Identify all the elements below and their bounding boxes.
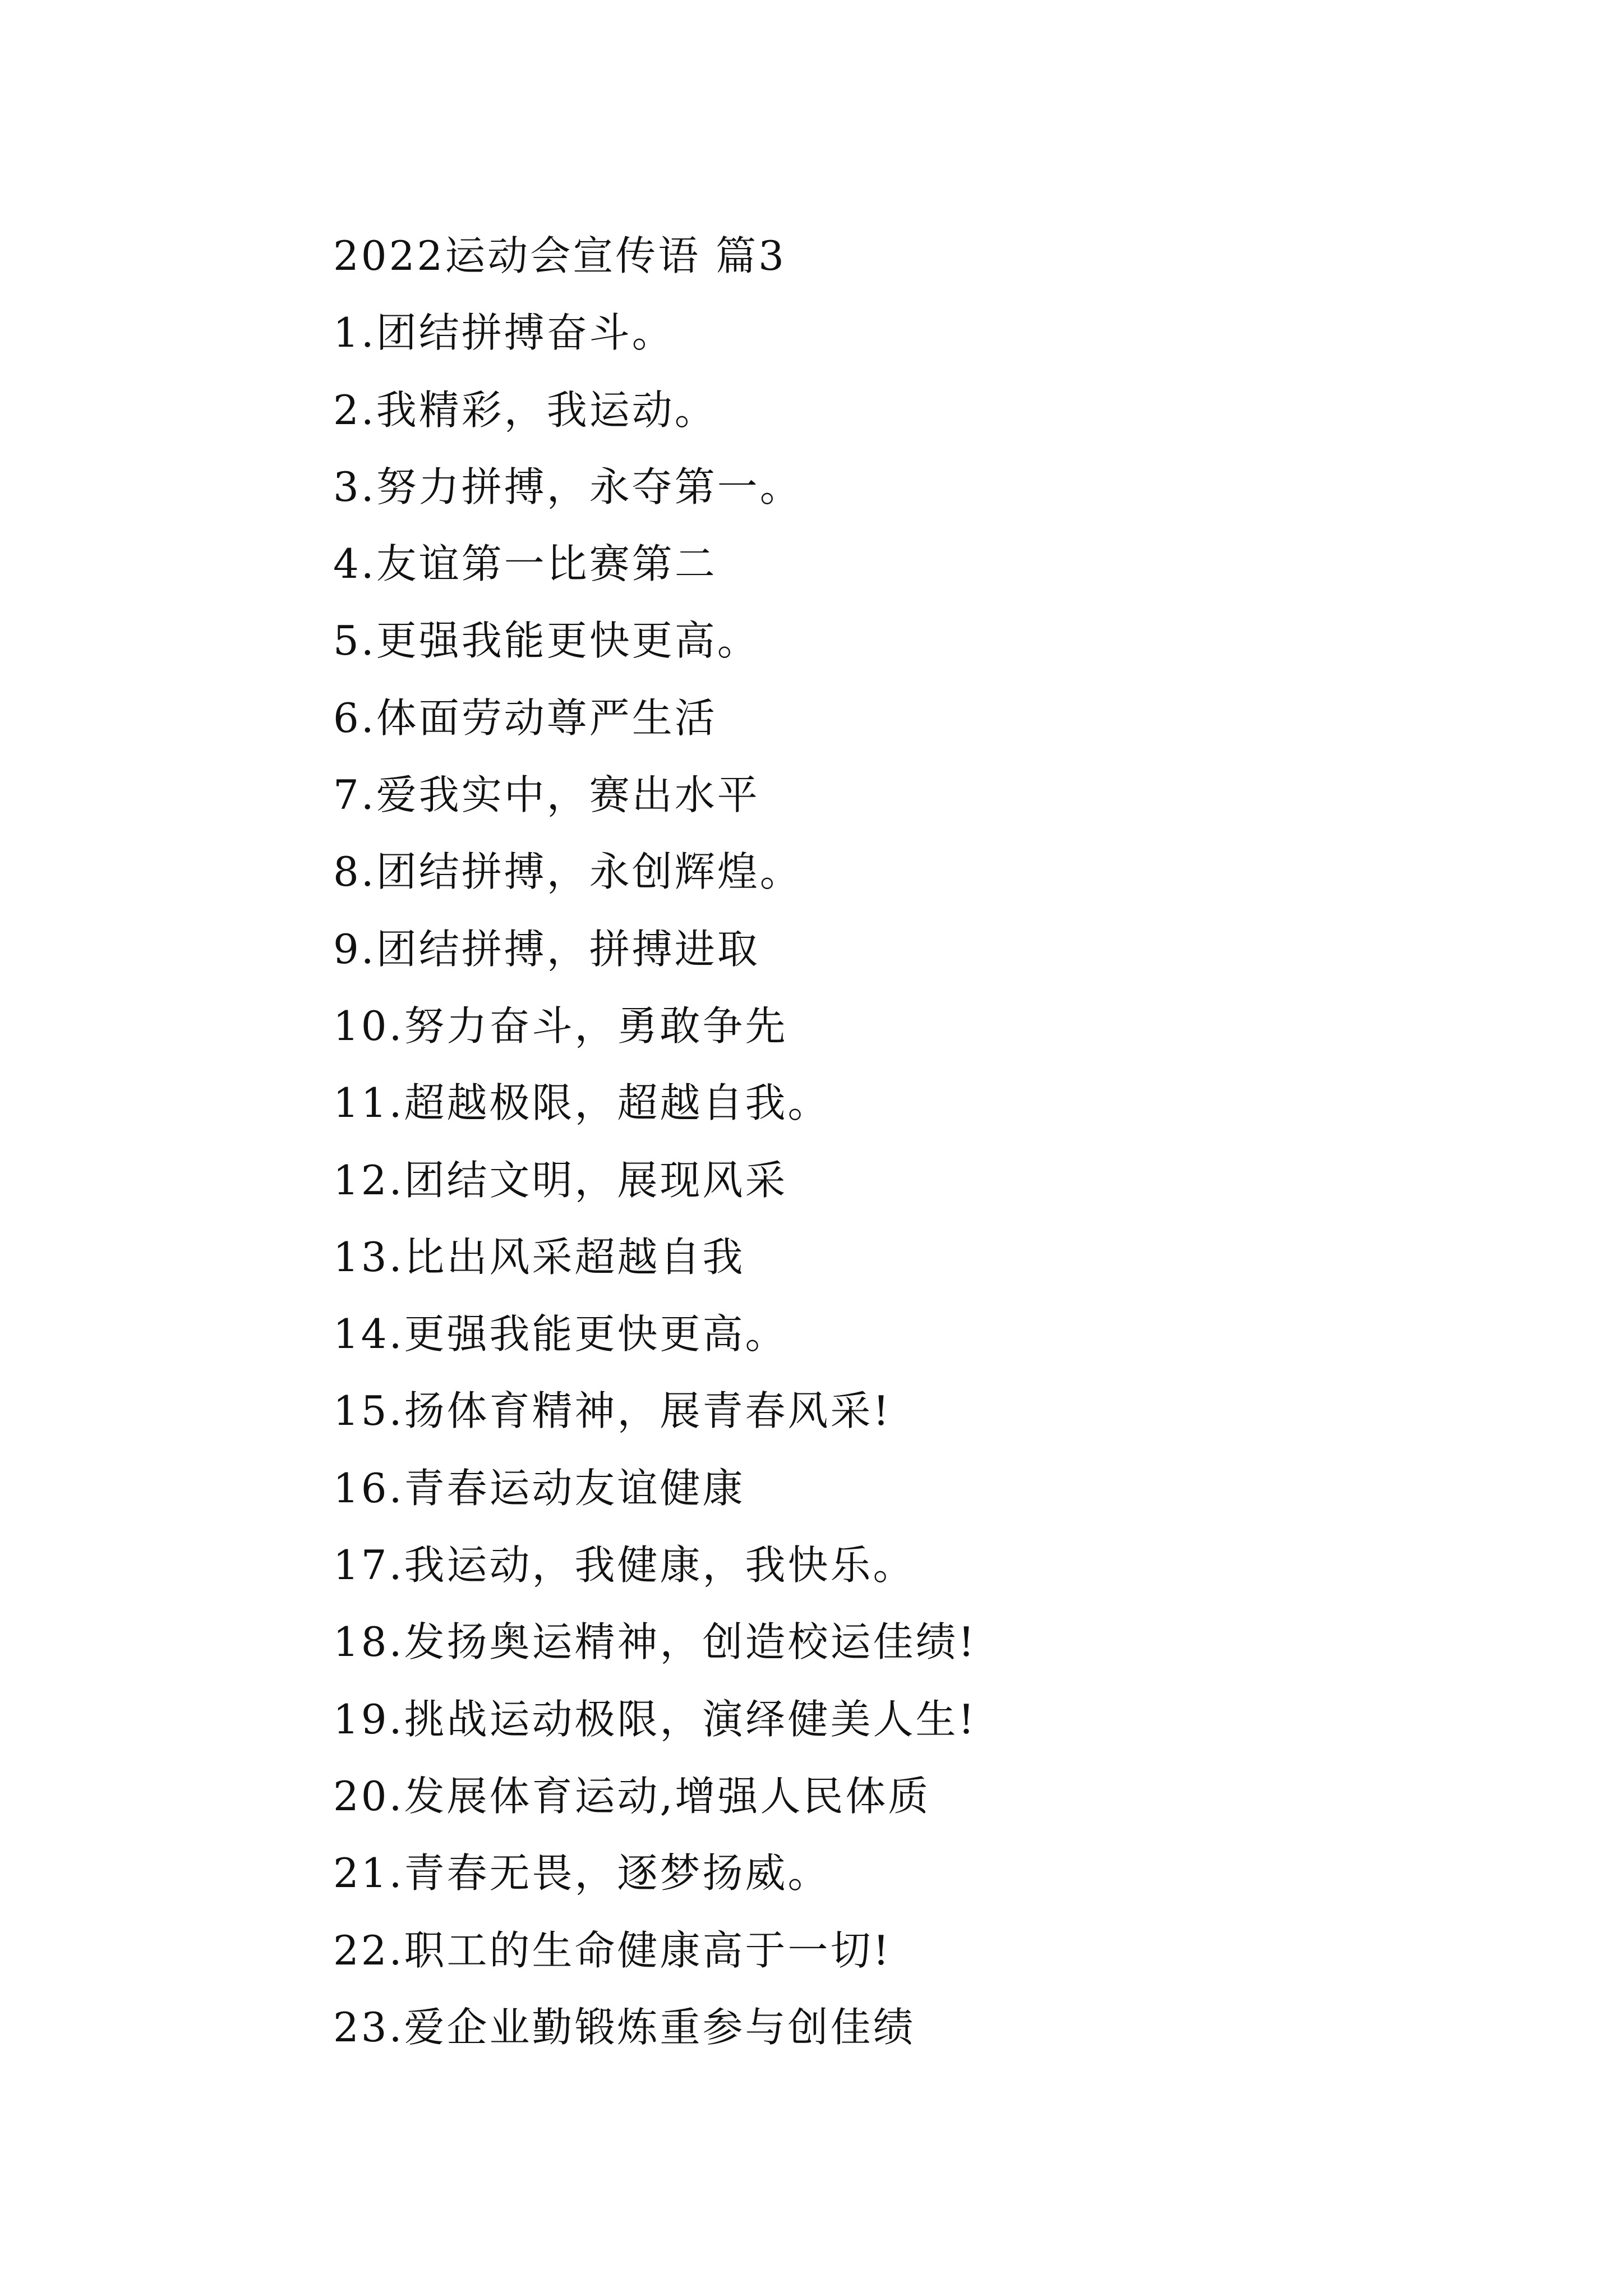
list-item-10: 10.努力奋斗，勇敢争先 [333, 1002, 788, 1050]
list-item-4: 4.友谊第一比赛第二 [333, 540, 717, 588]
list-item-17: 17.我运动，我健康，我快乐。 [333, 1542, 916, 1589]
list-item-8: 8.团结拼搏，永创辉煌。 [333, 848, 803, 896]
list-item-15: 15.扬体育精神，展青春风采! [333, 1387, 892, 1435]
document-heading: 2022运动会宣传语 篇3 [333, 232, 786, 279]
list-item-23: 23.爱企业勤锻炼重参与创佳绩 [333, 2003, 916, 2051]
document-body [333, 218, 1511, 2066]
list-item-21: 21.青春无畏，逐梦扬威。 [333, 1849, 831, 1897]
list-item-19: 19.挑战运动极限，演绎健美人生! [333, 1695, 977, 1743]
list-item-13: 13.比出风采超越自我 [333, 1233, 745, 1281]
list-item-16: 16.青春运动友谊健康 [333, 1464, 745, 1512]
list-item-18: 18.发扬奥运精神，创造校运佳绩! [333, 1618, 977, 1666]
list-item-2: 2.我精彩，我运动。 [333, 386, 717, 434]
list-item-11: 11.超越极限，超越自我。 [333, 1079, 831, 1127]
list-item-1: 1.团结拼搏奋斗。 [333, 309, 675, 357]
list-item-12: 12.团结文明，展现风采 [333, 1156, 788, 1204]
list-item-3: 3.努力拼搏，永夺第一。 [333, 463, 803, 510]
list-item-14: 14.更强我能更快更高。 [333, 1310, 788, 1358]
list-item-7: 7.爱我实中，赛出水平 [333, 771, 760, 819]
list-item-5: 5.更强我能更快更高。 [333, 617, 760, 665]
list-item-9: 9.团结拼搏，拼搏进取 [333, 925, 760, 973]
list-item-20: 20.发展体育运动,增强人民体质 [333, 1772, 931, 1820]
list-item-22: 22.职工的生命健康高于一切! [333, 1926, 892, 1974]
list-item-6: 6.体面劳动尊严生活 [333, 694, 717, 742]
